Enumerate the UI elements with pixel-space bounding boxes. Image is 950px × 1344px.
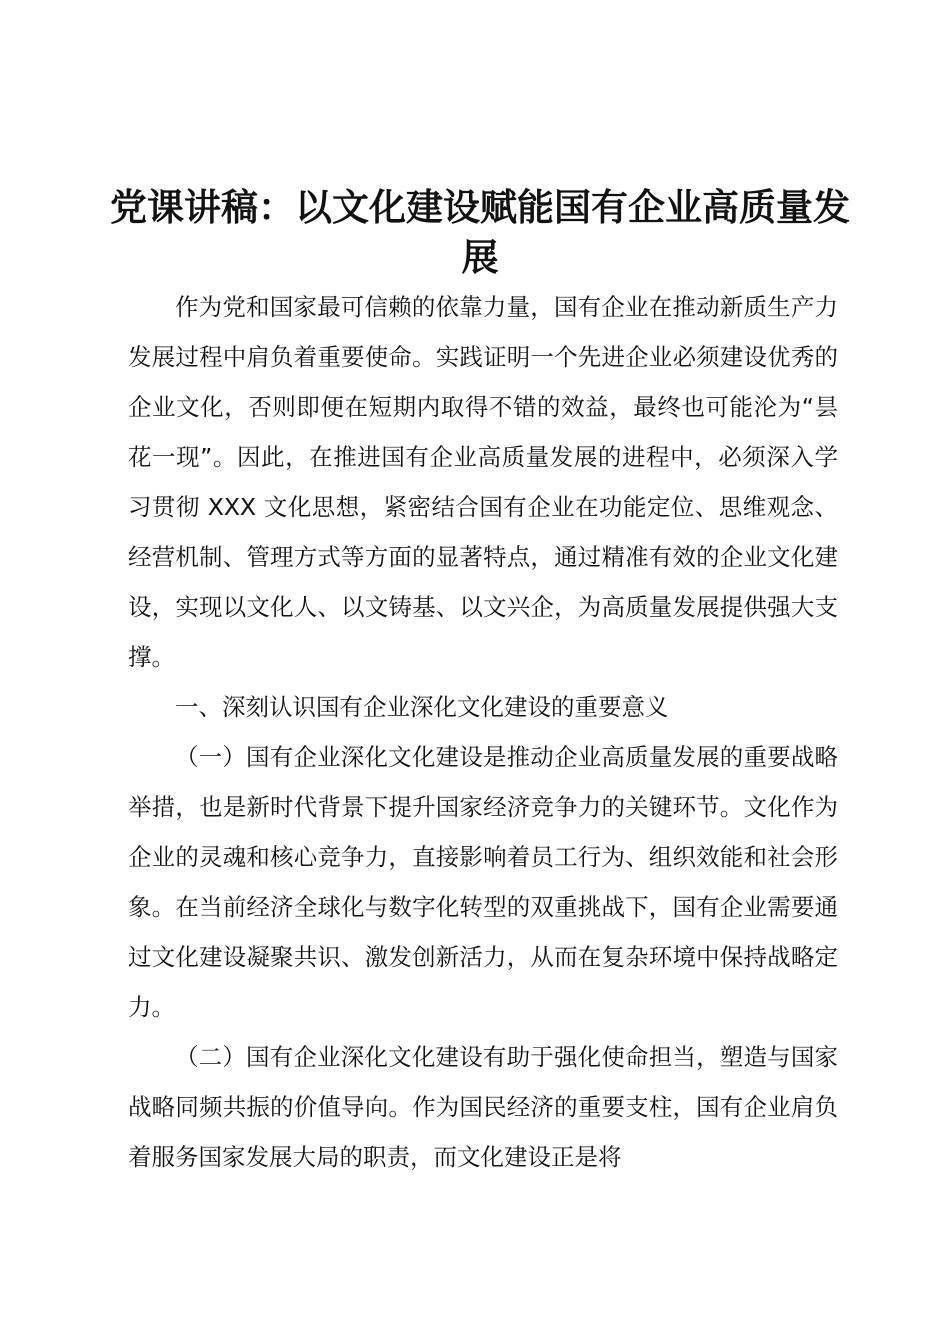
section-heading-1: 一、深刻认识国有企业深化文化建设的重要意义 [175, 693, 669, 721]
document-body [128, 282, 838, 1182]
paragraph-point-2: （二）国有企业深化文化建设有助于强化使命担当，塑造与国家战略同频共振的价值导向。作为国民经济的重要支柱，国有企业肩负着服务国家发展大局的职责，而文化建设正是将 [128, 1043, 838, 1171]
document-title: 党课讲稿：以文化建设赋能国有企业高质量发展 [110, 185, 850, 279]
paragraph-intro: 作为党和国家最可信赖的依靠力量，国有企业在推动新质生产力发展过程中肩负着重要使命。实践证明一个先进企业必须建设优秀的企业文化，否则即便在短期内取得不错的效益，最终也可能沦为“昙花一现”。因此，在推进国有企业高质量发展的进程中，必须深入学习贯彻 XXX 文化思想，紧密结合国有企业在功能定位、思维观念、经营机制、管理方式等方面的显著特点，通过精准有效的企业文化建设，实现以文化人、以文铸基、以文兴企，为高质量发展提供强大支撑。 [128, 293, 838, 671]
paragraph-point-1: （一）国有企业深化文化建设是推动企业高质量发展的重要战略举措，也是新时代背景下提升国家经济竞争力的关键环节。文化作为企业的灵魂和核心竞争力，直接影响着员工行为、组织效能和社会形象。在当前经济全球化与数字化转型的双重挑战下，国有企业需要通过文化建设凝聚共识、激发创新活力，从而在复杂环境中保持战略定力。 [128, 743, 838, 1021]
